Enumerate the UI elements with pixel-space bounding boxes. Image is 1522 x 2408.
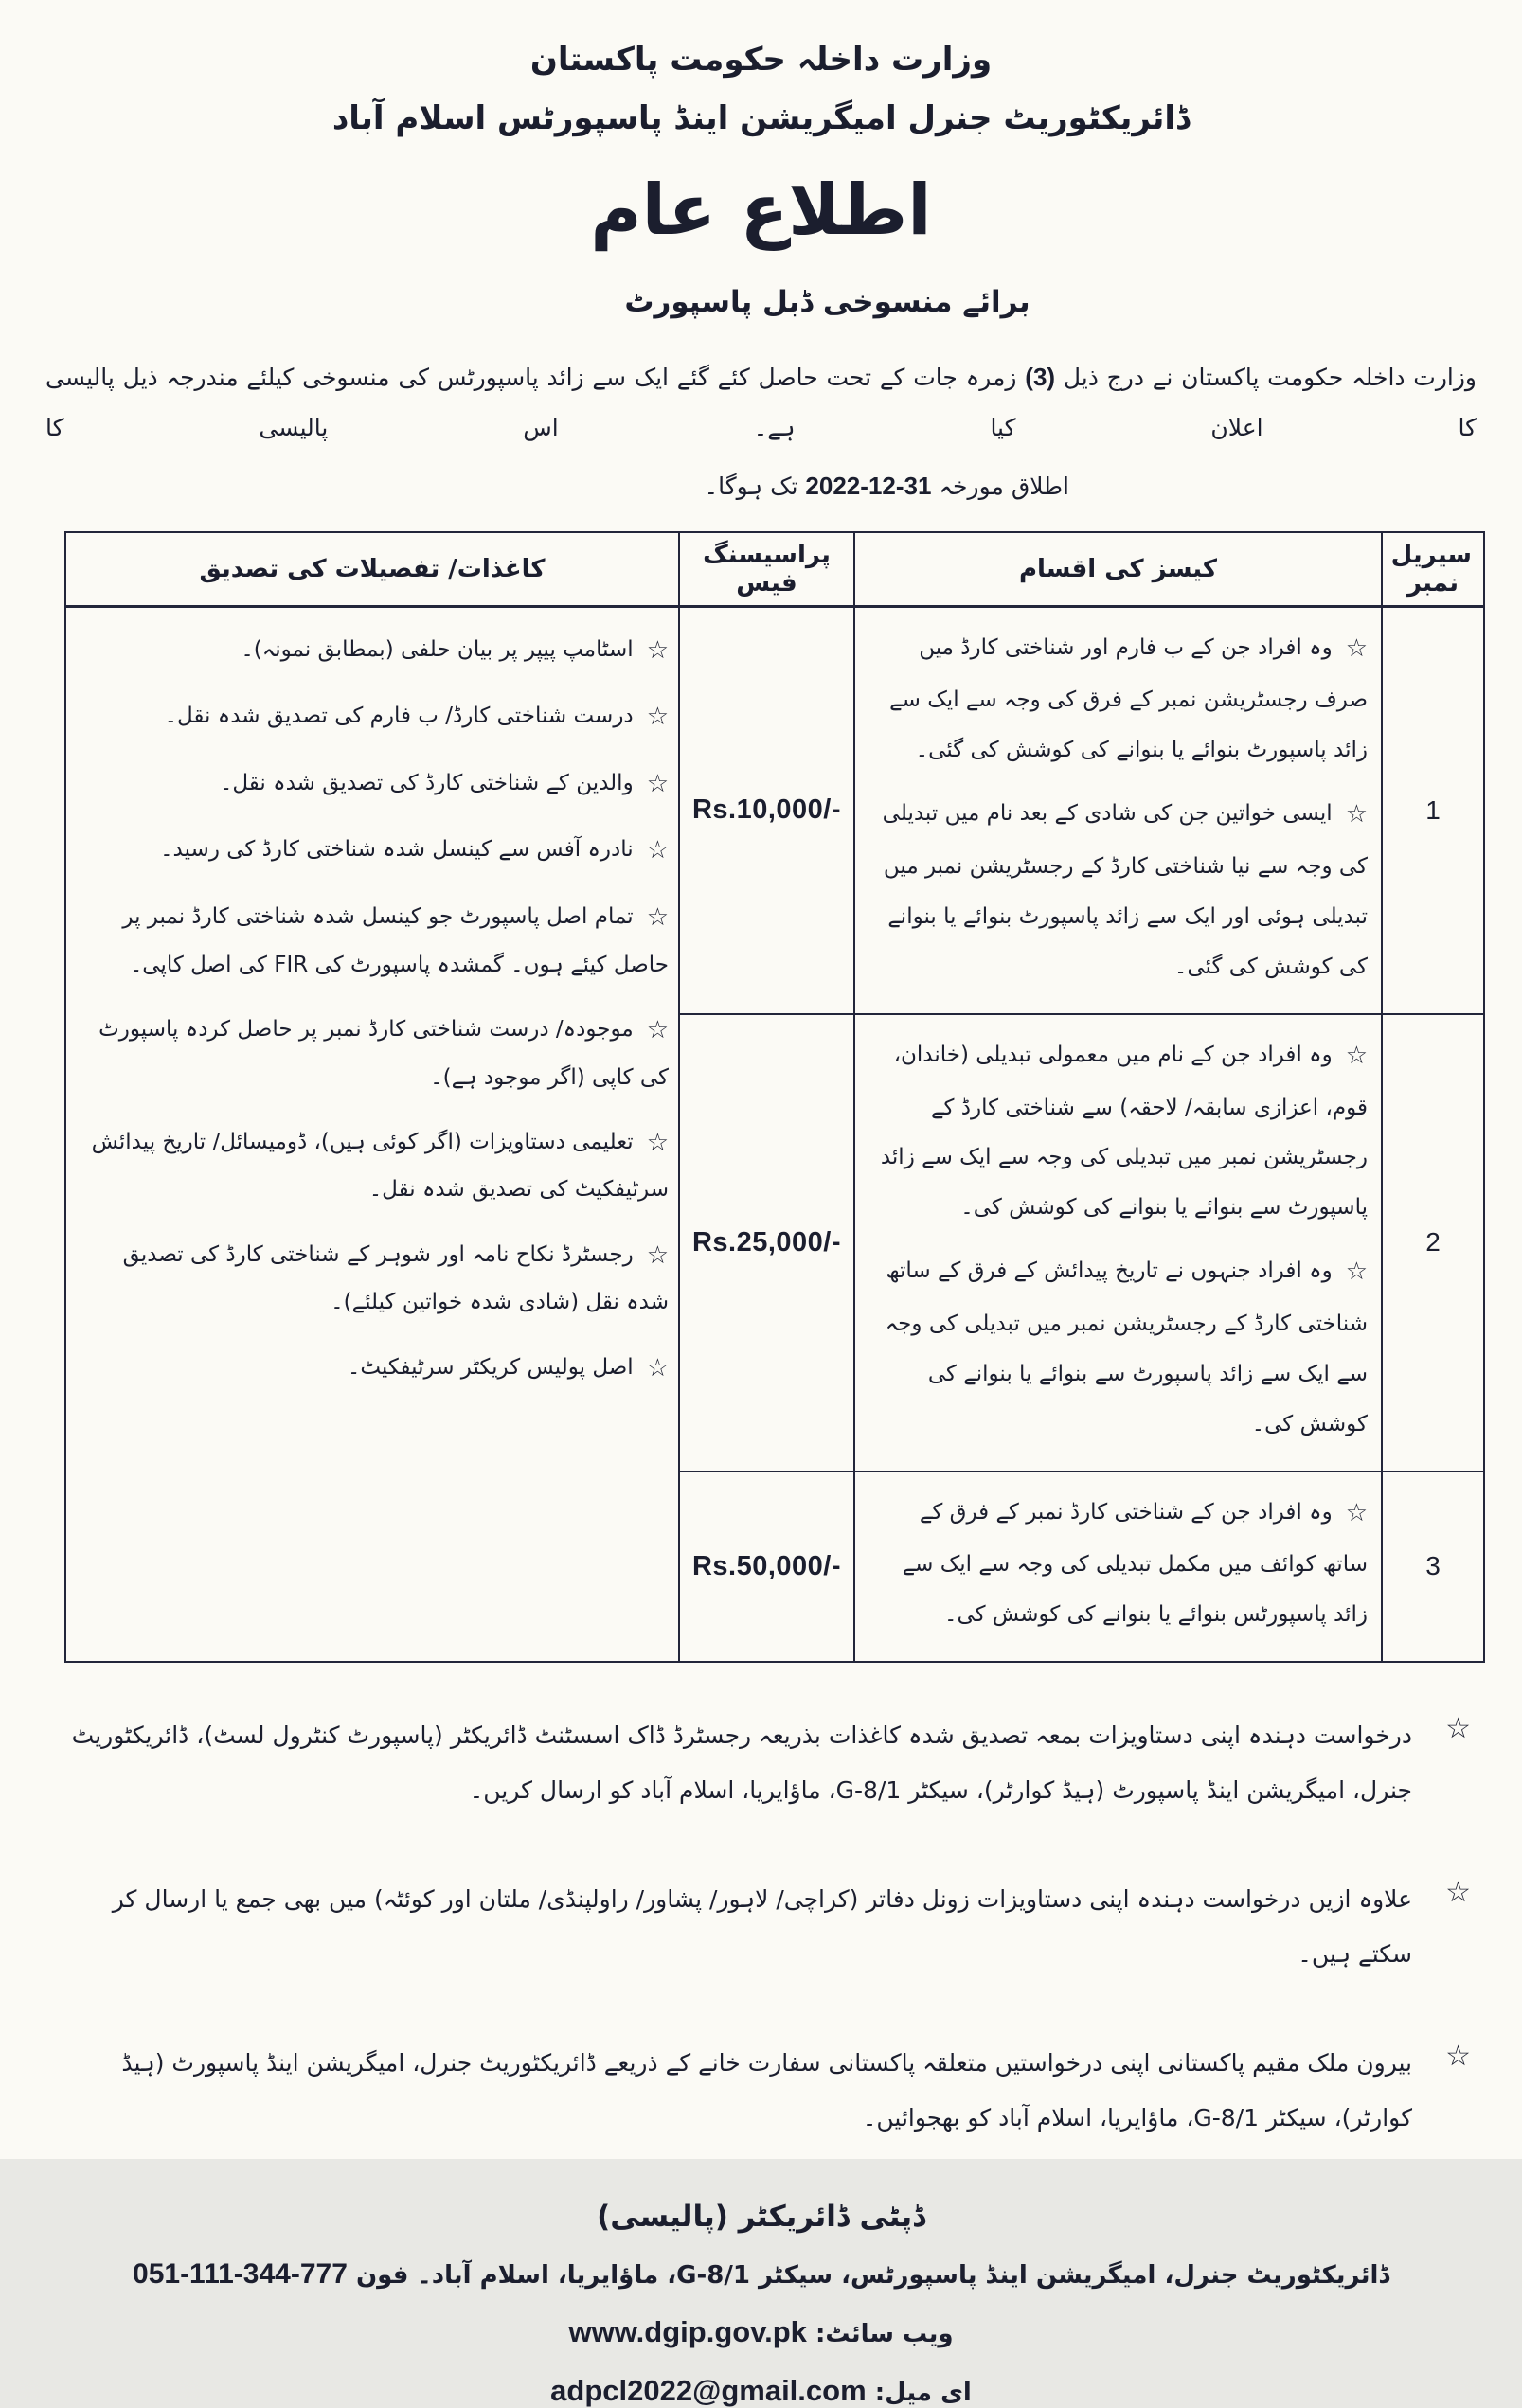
email-label: ای میل:	[874, 2379, 972, 2408]
case-types-row-1	[854, 606, 1382, 1014]
footer-website-line	[0, 2315, 1522, 2349]
doc-text: نادرہ آفس سے کینسل شدہ شناختی کارڈ کی رسید۔	[160, 837, 634, 863]
policy-expiry-date: 31-12-2022	[805, 472, 932, 501]
policy-table	[64, 531, 1485, 1664]
case-item	[868, 1026, 1368, 1233]
case-types-row-2	[854, 1014, 1382, 1472]
intro-paragraph	[45, 351, 1477, 512]
documents-verification-cell	[65, 606, 679, 1662]
star-bullet-icon: ☆	[1345, 1258, 1368, 1287]
intro-text-a: وزارت داخلہ حکومت پاکستان نے درج ذیل	[1055, 364, 1477, 391]
doc-item	[74, 757, 669, 809]
serial-number-2: 2	[1382, 1014, 1484, 1472]
doc-item	[74, 1115, 669, 1213]
doc-text: درست شناختی کارڈ/ ب فارم کی تصدیق شدہ نقل۔	[164, 704, 634, 729]
case-text: وہ افراد جنہوں نے تاریخ پیدائش کے فرق کے ساتھ شناختی کارڈ کے رجسٹریشن نمبر میں تبدیلی کی وجہ سے ایک سے زائد پاسپورٹ سے بنوائے یا بنوانے کی کوشش کی۔	[885, 1258, 1368, 1436]
star-bullet-icon: ☆	[646, 1240, 669, 1270]
case-item	[868, 619, 1368, 776]
note-overseas-applicants	[57, 2036, 1471, 2145]
intro-text-c: اطلاق مورخہ	[931, 473, 1069, 501]
doc-item	[74, 1003, 669, 1100]
intro-line-1	[45, 351, 1477, 453]
doc-text: تمام اصل پاسپورٹ جو کینسل شدہ شناختی کارڈ نمبر پر حاصل کیئے ہوں۔ گمشدہ پاسپورٹ کی FIR کی اصل کاپی۔	[122, 904, 669, 977]
star-bullet-icon: ☆	[646, 1015, 669, 1044]
processing-fee-3: Rs.50,000/-	[679, 1472, 854, 1663]
doc-text: تعلیمی دستاویزات (اگر کوئی ہیں)، ڈومیسائل/ تاریخ پیدائش سرٹیفکیٹ کی تصدیق شدہ نقل۔	[91, 1129, 669, 1203]
note-text: درخواست دہندہ اپنی دستاویزات بمعہ تصدیق شدہ کاغذات بذریعہ رجسٹرڈ ڈاک اسسٹنٹ ڈائریکٹر (پاسپورٹ کنٹرول لسٹ)، ڈائریکٹوریٹ جنرل، امیگریشن اینڈ پاسپورٹ (ہیڈ کوارٹر)، سیکٹر ⁦G-8/1⁩، ماؤایریا، اسلام آباد کو ارسال کریں۔	[71, 1721, 1412, 1804]
table-row	[65, 606, 1484, 1014]
signatory-title: ڈپٹی ڈائریکٹر (پالیسی)	[597, 2200, 925, 2235]
star-bullet-icon: ☆	[1345, 633, 1368, 663]
star-bullet-icon: ☆	[1345, 1041, 1368, 1070]
serial-number-3: 3	[1382, 1472, 1484, 1663]
case-item	[868, 1242, 1368, 1449]
star-bullet-icon: ☆	[1345, 800, 1368, 829]
note-text: علاوہ ازیں درخواست دہندہ اپنی دستاویزات زونل دفاتر (کراچی/ لاہور/ پشاور/ راولپنڈی/ ملتان اور کوئٹہ) میں بھی جمع یا ارسال کر سکتے ہیں۔	[112, 1885, 1412, 1968]
star-bullet-icon: ☆	[646, 769, 669, 798]
notes-section	[57, 1708, 1471, 2145]
footer-address-line	[0, 2258, 1522, 2291]
case-text: وہ افراد جن کے شناختی کارڈ نمبر کے فرق کے ساتھ کوائف میں مکمل تبدیلی کی وجہ سے ایک سے زائد پاسپورٹس بنوائے یا بنوانے کی کوشش کی۔	[902, 1499, 1368, 1628]
footer-address: ڈائریکٹوریٹ جنرل، امیگریشن اینڈ پاسپورٹس، سیکٹر ⁦G-8/1⁩، ماؤایریا، اسلام آباد۔ فون	[347, 2261, 1389, 2291]
categories-count: (3)	[1025, 363, 1056, 391]
doc-item	[74, 823, 669, 875]
case-item	[868, 1484, 1368, 1641]
star-bullet-icon: ☆	[646, 703, 669, 732]
website-url: www.dgip.gov.pk	[568, 2315, 807, 2349]
header-serial-number: سیریل نمبر	[1382, 532, 1484, 607]
intro-text-b: زمرہ جات کے تحت حاصل کئے گئے ایک سے زائد پاسپورٹس کی منسوخی کیلئے مندرجہ ذیل پالیسی کا اعلان کیا ہے۔ اس پالیسی کا	[45, 364, 1477, 441]
star-bullet-icon: ☆	[646, 903, 669, 933]
star-bullet-icon: ☆	[1445, 1712, 1471, 1746]
intro-text-d: تک ہوگا۔	[704, 473, 806, 501]
intro-line-2	[45, 460, 1477, 512]
case-text: ایسی خواتین جن کی شادی کے بعد نام میں تبدیلی کی وجہ سے نیا شناختی کارڈ کے رجسٹریشن نمبر میں تبدیلی ہوئی اور ایک سے زائد پاسپورٹ بنوائے یا بنوانے کی کوشش کی گئی۔	[882, 801, 1368, 979]
star-bullet-icon: ☆	[1345, 1498, 1368, 1527]
star-bullet-icon: ☆	[1445, 2040, 1471, 2074]
website-label: ویب سائٹ:	[815, 2320, 954, 2349]
doc-item	[74, 623, 669, 675]
doc-text: والدین کے شناختی کارڈ کی تصدیق شدہ نقل۔	[219, 770, 634, 795]
document-header	[0, 0, 1522, 319]
serial-number-1: 1	[1382, 606, 1484, 1014]
doc-text: اصل پولیس کریکٹر سرٹیفکیٹ۔	[347, 1354, 634, 1380]
header-processing-fee: پراسیسنگ فیس	[679, 532, 854, 607]
header-case-types: کیسز کی اقسام	[854, 532, 1382, 607]
table-header-row	[65, 532, 1484, 607]
footer-email-line	[0, 2374, 1522, 2408]
header-documents-verification: کاغذات/ تفصیلات کی تصدیق	[65, 532, 679, 607]
doc-item	[74, 689, 669, 741]
doc-text: اسٹامپ پیپر پر بیان حلفی (بمطابق نمونہ)۔	[241, 636, 634, 662]
star-bullet-icon: ☆	[646, 836, 669, 865]
case-item	[868, 785, 1368, 991]
doc-item	[74, 890, 669, 988]
star-bullet-icon: ☆	[646, 1128, 669, 1157]
doc-text: موجودہ/ درست شناختی کارڈ نمبر پر حاصل کردہ پاسپورٹ کی کاپی (اگر موجود ہے)۔	[98, 1016, 669, 1090]
note-text: بیرون ملک مقیم پاکستانی اپنی درخواستیں متعلقہ پاکستانی سفارت خانے کے ذریعے ڈائریکٹوریٹ جنرل، امیگریشن اینڈ پاسپورٹ (ہیڈ کوارٹر)، سیکٹر ⁦G-8/1⁩، ماؤایریا، اسلام آباد کو بھجوائیں۔	[121, 2049, 1412, 2132]
doc-item	[74, 1341, 669, 1393]
footer-phone-number: 051-111-344-777	[133, 2258, 348, 2291]
note-submission-by-post	[57, 1708, 1471, 1817]
notice-subtitle: برائے منسوخی ڈبل پاسپورٹ	[624, 285, 1030, 319]
note-zonal-offices	[57, 1872, 1471, 1981]
star-bullet-icon: ☆	[646, 1353, 669, 1382]
doc-item	[74, 1228, 669, 1326]
case-text: وہ افراد جن کے نام میں معمولی تبدیلی (خاندان، قوم، اعزازی سابقہ/ لاحقہ) سے شناختی کارڈ کے رجسٹریشن نمبر میں تبدیلی کی وجہ سے ایک سے زائد پاسپورٹ سے بنوائے یا بنوانے کی کوشش کی۔	[880, 1042, 1368, 1221]
star-bullet-icon: ☆	[646, 635, 669, 665]
email-address: adpcl2022@gmail.com	[550, 2374, 867, 2408]
star-bullet-icon: ☆	[1445, 1876, 1471, 1910]
processing-fee-2: Rs.25,000/-	[679, 1014, 854, 1472]
doc-text: رجسٹرڈ نکاح نامہ اور شوہر کے شناختی کارڈ کی تصدیق شدہ نقل (شادی شدہ خواتین کیلئے)۔	[122, 1241, 669, 1315]
case-types-row-3	[854, 1472, 1382, 1663]
directorate-line: ڈائریکٹوریٹ جنرل امیگریشن اینڈ پاسپورٹس اسلام آباد	[331, 99, 1191, 137]
case-text: وہ افراد جن کے ب فارم اور شناختی کارڈ میں صرف رجسٹریشن نمبر کے فرق کی وجہ سے ایک سے زائد پاسپورٹ بنوائے یا بنوانے کی کوشش کی گئی۔	[889, 634, 1368, 763]
processing-fee-1: Rs.10,000/-	[679, 606, 854, 1014]
notice-title: اطلاع عام	[590, 169, 932, 251]
ministry-line: وزارت داخلہ حکومت پاکستان	[529, 41, 993, 79]
